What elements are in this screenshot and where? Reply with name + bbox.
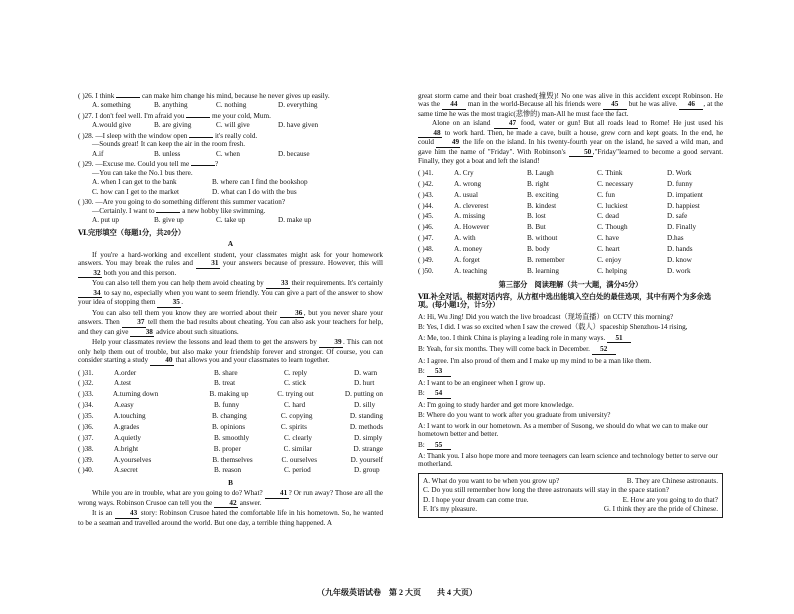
answer-blank[interactable]	[189, 137, 213, 138]
answer-blank[interactable]	[191, 165, 215, 166]
part3-title: 第三部分 阅读理解（共一大题，满分45分）	[498, 281, 643, 290]
passage-b-paragraph: While you are in trouble, what are you going to do? What? 41? Or run away? Those are all the wrong ways. Robinson Crusoe can tell you the 42 answer.	[78, 489, 384, 507]
right-column	[418, 92, 723, 518]
passage-b-continued: great storm came and their boat crashed(撞毁)! No one was alive in this accident except Robinson. He was the 44 man in the world-Because all his friends were 45 but he was alive. 46 , at the same time he was the most tragic(悲惨的) man-All he must face the fact.	[418, 92, 724, 118]
answer-blank[interactable]	[116, 97, 140, 98]
cloze-a-options	[78, 369, 383, 475]
option-row: ( )32. A.test B. treat C. stick D. hurt	[78, 379, 375, 388]
cloze-b-options: ( )41. A. Cry B. Laugh C. Think D. Work ( )42. A. wrong B. right C. necessary D. funny ( )43. A. usual B. exciting C. fun D. impatient ( )44. A. cleverest B. kindest C. luckiest D. happiest ( )45. A. missing B. lost C. dead D. safe ( )46. A. However B. But C. Though D. Finally ( )47. A. with B. without C. have D.has ( )48. A. money B. body C. heart D. hands ( )49. A. forget B. remember C. enjoy D. know ( )50. A. teaching B. learning C. helping D. work	[418, 168, 703, 275]
section-title-cloze: Ⅵ.完形填空（每题1分，共20分）	[78, 228, 186, 237]
question-28: ( )28. —I sleep with the window open it's really cold. —Sounds great! It can keep the air in the room fresh. A.if B. unless C. when D. because	[78, 131, 310, 158]
page-footer: （九年级英语试卷 第 2 大页 共 4 大页）	[317, 588, 477, 597]
option-row: ( )37. A.quietly B. smoothly C. clearly D. simply	[78, 433, 383, 442]
question-26: ( )26. I think can make him change his mind, because he never gives up easily. A. something B. anything C. nothing D. everything	[78, 92, 330, 110]
passage-b-paragraph: Alone on an island 47 food, water or gun! But all roads lead to Rome! He just used his 48 to work hard. Then, he made a cave, built a house, grew corn and kept goats. In the end, he could 49 the life on the island. In his twenty-fourth year on the island, he saved a wild man, and gave him the name of "Friday". With Robinson's 50,"Friday"learned to become a good servant. Finally, they got a boat and left the island!	[418, 119, 724, 166]
options-box: A. What do you want to be when you grow up? B. They are Chinese astronauts. C. Do you still remember how long the three astronauts will stay in the space station? D. I hope your dream can come true. E. How are you going to do that? F. It's my pleasure. G. I think they are the pride of Chinese.	[418, 473, 723, 518]
passage-a-paragraph: You can also tell them you know they are worried about their 36, but you never share your answers. Then 37 tell them the bad results about cheating. You can also ask your teachers for help, and they can give 38 advice about such situations.	[78, 308, 384, 336]
passage-label-a: A	[227, 240, 234, 249]
passage-b-paragraph: It is an 43 story: Robinson Crusoe hated the comfortable life in his hometown. So, he wanted to be a seaman and travelled around the world. But one day, a terrible thing happened. A	[78, 509, 384, 527]
question-30: ( )30. —Are you going to do something different this summer vacation? —Certainly. I want to a new hobby like swimming. A. put up B. give up C. take up D. make up	[78, 198, 312, 225]
passage-label-b: B	[228, 478, 233, 487]
passage-a-paragraph: If you're a hard-working and excellent student, your classmates might ask for your homework answers. You may break the rules and 31 your answers because of pressure. However, this will 32 both you and this person.	[78, 250, 384, 277]
question-29: ( )29. —Excuse me. Could you tell me ? —You can take the No.1 bus there. A. when I can get to the bank B. where can I find the bookshop C. how can I get to the market D. what can I do with the bus	[78, 160, 308, 196]
option-row: ( )34. A.easy B. funny C. hard D. silly	[78, 401, 376, 410]
option-row: ( )36. A.grades B. opinions C. spirits D. methods	[78, 422, 383, 431]
answer-blank[interactable]	[156, 212, 180, 213]
answer-blank[interactable]	[186, 117, 210, 118]
passage-a-paragraph: Help your classmates review the lessons and lead them to get the answers by 39. This can not only help them out of trouble, but also make your friendship forever and stronger. Of course, you can consider starting a study 40 that allows you and your classmates to learn together.	[78, 338, 384, 365]
option-row: ( )35. A.touching B. changing C. copying D. standing	[78, 412, 383, 421]
option-row: ( )38. A.bright B. proper C. similar D. strange	[78, 444, 383, 453]
option-row: ( )33. A.turning down B. making up C. trying out D. putting on	[78, 390, 384, 399]
left-column	[78, 92, 383, 528]
option-row: ( )31. A.order B. share C. reply D. warn	[78, 368, 378, 377]
dialogue: A: Hi, Wu Jing! Did you watch the live broadcast（现场直播）on CCTV this morning? B: Yes, I did. I was so excited when I saw the crewed（载人）spaceship Shenzhou-14 rising, A: Me, too. I think China is playing a leading role in many ways. 51 B: Yeah, for six months. They will come back in December. 52 A: I agree. I'm also proud of them and I make up my mind to be a man like them. B: 53 A: I want to be an engineer when I grow up. B: 54 A: I'm going to study harder and get more knowledge. B: Where do you want to work after you graduate from university? A: I want to work in our hometown. As a member of Susong, we should do what we can to make our hometown better and better. B: 55 A: Thank you. I also hope more and more teenagers can learn science and technology better to serve our motherland.	[418, 312, 718, 469]
passage-a-paragraph: You can also tell them you can help them avoid cheating by 33 their requirements. It's certainly 34 to say no, especially when you want to seem friendly. You can give a part of the answer to show your idea of stopping them 35.	[78, 279, 384, 307]
option-row: ( )40. A.secret B. reason C. period D. group	[78, 466, 380, 475]
question-27: ( )27. I don't feel well. I'm afraid you me your cold, Mum. A.would give B. are giving C. will give D. have given	[78, 111, 319, 130]
section-title-dialogue: Ⅶ.补全对话。根据对话内容，从方框中选出能填入空白处的最佳选项，其中有两个为多余选项。(每小题1分，计5分）	[418, 292, 712, 310]
option-row: ( )39. A.yourselves B. themselves C. ourselves D. yourself	[78, 455, 383, 464]
